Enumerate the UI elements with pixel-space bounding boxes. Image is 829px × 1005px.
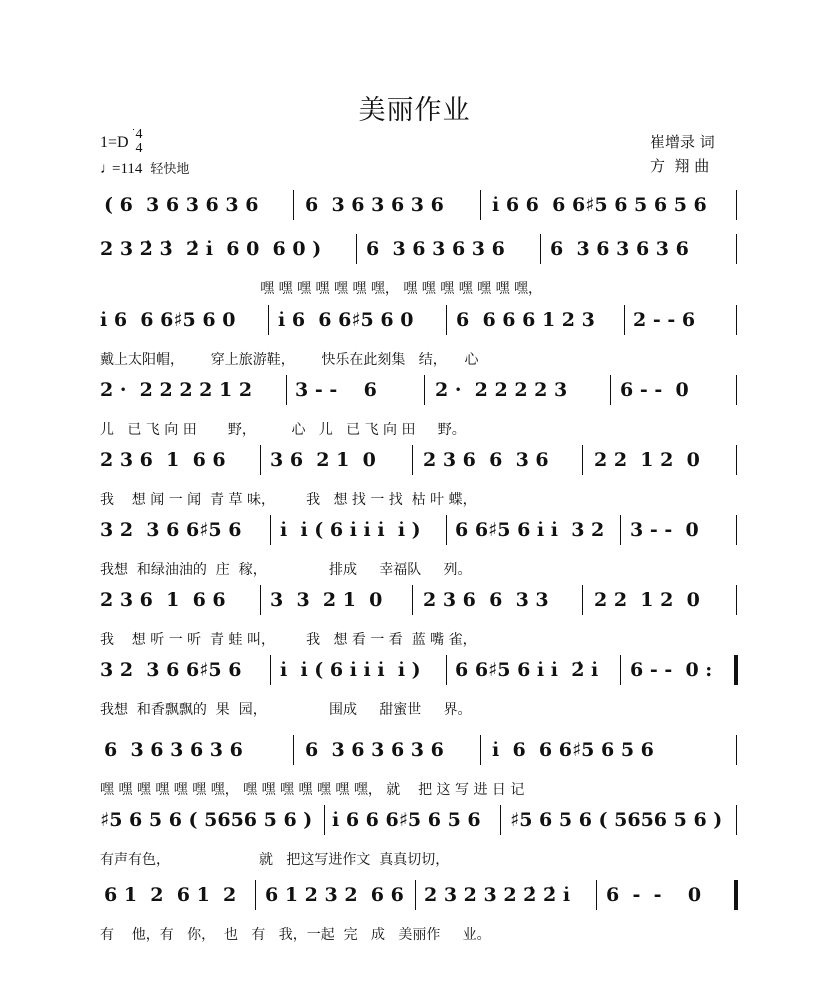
notes-line bbox=[100, 190, 740, 222]
tempo-value: =114 bbox=[112, 161, 143, 177]
bar-line bbox=[270, 655, 271, 685]
lyrics-line: 有 他，有 你， 也 有 我，一起 完 成 美丽作 业。 bbox=[100, 927, 491, 943]
bar-line bbox=[500, 805, 501, 835]
score-line bbox=[100, 655, 740, 718]
bar-line bbox=[736, 735, 737, 765]
notes-line bbox=[100, 515, 740, 547]
measure: i̇ 6 6 6♯5 6 5 6 bbox=[492, 739, 654, 761]
score-line bbox=[100, 585, 740, 648]
measure: 6 1 2 6 1 2 bbox=[104, 884, 237, 906]
notes-line bbox=[100, 445, 740, 477]
bar-line bbox=[293, 735, 294, 765]
bar-line bbox=[736, 805, 737, 835]
bar-line bbox=[260, 445, 261, 475]
bar-line bbox=[736, 190, 737, 220]
final-bar-line bbox=[734, 655, 738, 685]
composer: 方 翔 曲 bbox=[650, 157, 710, 175]
score-line bbox=[100, 375, 740, 438]
final-bar-line bbox=[734, 880, 738, 910]
credits bbox=[650, 130, 715, 178]
key-signature bbox=[100, 134, 129, 152]
bar-line bbox=[446, 515, 447, 545]
measure: 6 - - 0 bbox=[606, 884, 702, 906]
measure: 2 - - 6 bbox=[633, 309, 696, 331]
bar-line bbox=[610, 375, 611, 405]
bar-line bbox=[446, 655, 447, 685]
bar-line bbox=[286, 375, 287, 405]
measure: 2 3 6 1 6 6 bbox=[100, 449, 226, 471]
measure: 3 6 2 1 0 bbox=[270, 449, 376, 471]
measure: 6 - - 0 : bbox=[630, 659, 713, 681]
lyrics-line: 戴上太阳帽， 穿上旅游鞋， 快乐在此刻集 结， 心 bbox=[100, 352, 479, 368]
bar-line bbox=[324, 805, 325, 835]
bar-line bbox=[620, 515, 621, 545]
bar-line bbox=[582, 445, 583, 475]
fraction-bar bbox=[133, 129, 134, 130]
measure: 6 3 6 3 6 3 6 bbox=[305, 194, 444, 216]
measure: 6 6♯5 6 i̇ i̇ 2̇ i̇ bbox=[455, 659, 599, 681]
time-bottom: 4 bbox=[135, 141, 143, 156]
measure: 2 2 1 2 0 bbox=[594, 589, 700, 611]
measure: i̇ i̇ ( 6 i̇ i̇ i̇ i̇ ) bbox=[280, 659, 421, 681]
measure: 2 3 6 1 6 6 bbox=[100, 589, 226, 611]
bar-line bbox=[480, 735, 481, 765]
measure: ♯5 6 5 6 ( 5656 5 6 ) bbox=[510, 809, 723, 831]
score-line bbox=[100, 735, 740, 798]
measure: ♯5 6 5 6 ( 5656 5 6 ) bbox=[100, 809, 313, 831]
measure: 2 2 1 2 0 bbox=[594, 449, 700, 471]
bar-line bbox=[540, 234, 541, 264]
bar-line bbox=[624, 305, 625, 335]
measure: i̇ 6 6 6♯5 6 5 6 bbox=[332, 809, 481, 831]
bar-line bbox=[356, 234, 357, 264]
time-signature bbox=[133, 128, 145, 156]
bar-line bbox=[412, 585, 413, 615]
measure: i̇ 6 6 6♯5 6 0 bbox=[278, 309, 414, 331]
notes-line bbox=[100, 735, 740, 767]
measure: i̇ 6 6 6 6♯5 6 5 6 5 6 bbox=[492, 194, 707, 216]
bar-line bbox=[620, 655, 621, 685]
notes-line bbox=[100, 305, 740, 337]
measure: i̇ i̇ ( 6 i̇ i̇ i̇ i̇ ) bbox=[280, 519, 421, 541]
measure: 6 - - 0 bbox=[620, 379, 689, 401]
bar-line bbox=[446, 305, 447, 335]
bar-line bbox=[736, 515, 737, 545]
measure: 2 · 2 2 2 2 3 bbox=[435, 379, 568, 401]
measure: 2 3 6 6 3 3 bbox=[423, 589, 549, 611]
bar-line bbox=[270, 515, 271, 545]
measure: 2 · 2 2 2 2 1 2 bbox=[100, 379, 253, 401]
score-line bbox=[100, 305, 740, 368]
bar-line bbox=[736, 375, 737, 405]
bar-line bbox=[736, 234, 737, 264]
lyricist: 崔增录 词 bbox=[650, 133, 715, 151]
bar-line bbox=[596, 880, 597, 910]
bar-line bbox=[255, 880, 256, 910]
lyrics-line: 有声有色， 就 把这写进作文 真真切切， bbox=[100, 852, 450, 868]
score-line bbox=[100, 445, 740, 508]
measure: ( 6 3 6 3 6 3 6 bbox=[104, 194, 259, 216]
lyrics-line: 我 想 听 一 听 青 蛙 叫， 我 想 看 一 看 蓝 嘴 雀， bbox=[100, 632, 477, 648]
notes-line bbox=[100, 655, 740, 687]
lyrics-line: 我想 和绿油油的 庄 稼， 排成 幸福队 列。 bbox=[100, 562, 472, 578]
notes-line bbox=[100, 805, 740, 837]
measure: 3 2 3 6 6♯5 6 bbox=[100, 659, 242, 681]
song-title: 美丽作业 bbox=[358, 95, 471, 126]
bar-line bbox=[268, 305, 269, 335]
notes-line bbox=[100, 234, 740, 266]
bar-line bbox=[736, 585, 737, 615]
measure: 3 2 3 6 6♯5 6 bbox=[100, 519, 242, 541]
tempo bbox=[100, 158, 189, 178]
score-line bbox=[100, 190, 740, 230]
measure: 3 - - 0 bbox=[630, 519, 699, 541]
bar-line bbox=[736, 305, 737, 335]
measure: 6 3 6 3 6 3 6 bbox=[104, 739, 243, 761]
bar-line bbox=[582, 585, 583, 615]
bar-line bbox=[424, 375, 425, 405]
tempo-marking: 轻快地 bbox=[150, 162, 190, 177]
notes-line bbox=[100, 880, 740, 912]
measure: 2 3 6 6 3 6 bbox=[423, 449, 549, 471]
score-line bbox=[100, 805, 740, 868]
measure: i̇ 6 6 6♯5 6 0 bbox=[100, 309, 236, 331]
measure: 6 3 6 3 6 3 6 bbox=[366, 238, 505, 260]
measure: 6 6 6 6 1 2 3 bbox=[456, 309, 595, 331]
measure: 6 3 6 3 6 3 6 bbox=[305, 739, 444, 761]
score-line bbox=[100, 234, 740, 297]
bar-line bbox=[415, 880, 416, 910]
lyrics-line: 嘿 嘿 嘿 嘿 嘿 嘿 嘿， 嘿 嘿 嘿 嘿 嘿 嘿 嘿， bbox=[100, 281, 543, 297]
measure: 2 3 2 3 2 2̇ 2̇ i̇ bbox=[424, 884, 571, 906]
measure: 3 - - 6 bbox=[295, 379, 377, 401]
measure: 6 6♯5 6 i̇ i̇ 3 2 bbox=[455, 519, 605, 541]
notes-line bbox=[100, 585, 740, 617]
lyrics-line: 我 想 闻 一 闻 青 草 味， 我 想 找 一 找 枯 叶 蝶， bbox=[100, 492, 477, 508]
bar-line bbox=[736, 445, 737, 475]
score-line bbox=[100, 515, 740, 578]
score-line bbox=[100, 880, 740, 943]
bar-line bbox=[480, 190, 481, 220]
time-top: 4 bbox=[135, 127, 143, 142]
measure: 2 3 2̇ 3̇ 2̇ i̇ 6 0 6 0 ) bbox=[100, 238, 322, 260]
notes-line bbox=[100, 375, 740, 407]
measure: 6 3 6 3 6 3 6 bbox=[550, 238, 689, 260]
bar-line bbox=[293, 190, 294, 220]
measure: 3 3 2 1 0 bbox=[270, 589, 383, 611]
quarter-note-icon: ♩ bbox=[100, 161, 115, 177]
bar-line bbox=[412, 445, 413, 475]
bar-line bbox=[260, 585, 261, 615]
measure: 6 1 2 3 2 6 6 bbox=[265, 884, 404, 906]
lyrics-line: 儿 已 飞 向 田 野， 心 儿 已 飞 向 田 野。 bbox=[100, 422, 466, 438]
key-text: 1=D bbox=[100, 134, 129, 151]
lyrics-line: 我想 和香飘飘的 果 园， 围成 甜蜜世 界。 bbox=[100, 702, 472, 718]
lyrics-line: 嘿 嘿 嘿 嘿 嘿 嘿 嘿， 嘿 嘿 嘿 嘿 嘿 嘿 嘿， 就 把 这 写 进 日 记 bbox=[100, 782, 525, 798]
